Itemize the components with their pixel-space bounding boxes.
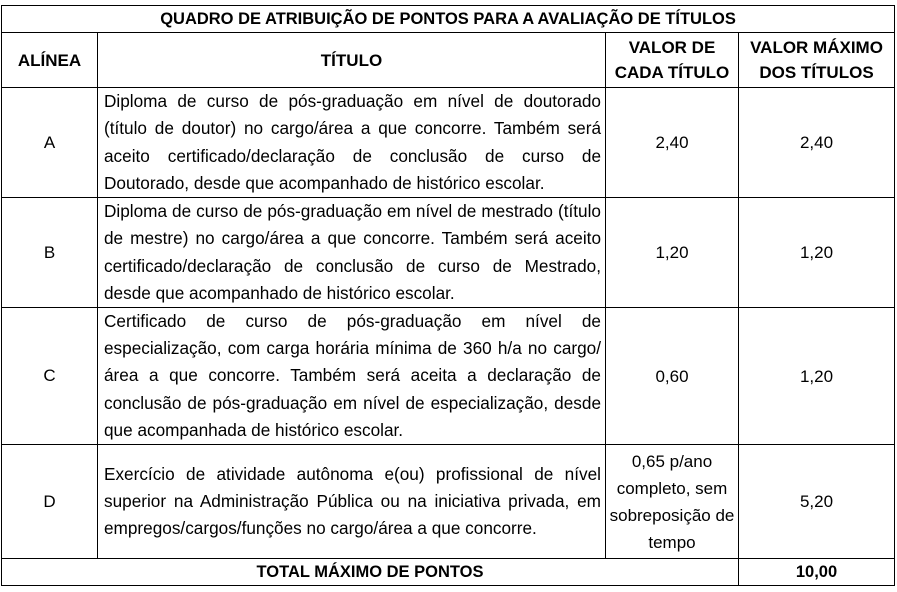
cell-valor-maximo: 2,40 <box>739 88 895 198</box>
table-row <box>2 445 895 559</box>
header-titulo: TÍTULO <box>98 33 606 88</box>
header-valor-cada: VALOR DE CADA TÍTULO <box>606 33 739 88</box>
table-title: QUADRO DE ATRIBUIÇÃO DE PONTOS PARA A AVALIAÇÃO DE TÍTULOS <box>2 6 895 33</box>
table-row <box>2 198 895 308</box>
cell-alinea: B <box>2 198 98 308</box>
cell-alinea: D <box>2 445 98 559</box>
cell-titulo: Diploma de curso de pós-graduação em nível de doutorado (título de doutor) no cargo/área a que concorre. Também será aceito certificado/declaração de conclusão de curso de Doutorado, desde que acompanhado de histórico escolar. <box>98 88 606 198</box>
header-alinea: ALÍNEA <box>2 33 98 88</box>
cell-valor-cada: 2,40 <box>606 88 739 198</box>
cell-alinea: A <box>2 88 98 198</box>
table-row <box>2 308 895 445</box>
cell-valor-cada: 0,60 <box>606 308 739 445</box>
cell-valor-maximo: 5,20 <box>739 445 895 559</box>
cell-titulo: Certificado de curso de pós-graduação em nível de especialização, com carga horária mínima de 360 h/a no cargo/área a que concorre. Também será aceita a declaração de conclusão de pós-graduação em nível de especialização, desde que acompanhada de histórico escolar. <box>98 308 606 445</box>
points-table <box>1 5 895 586</box>
cell-valor-maximo: 1,20 <box>739 308 895 445</box>
cell-valor-maximo: 1,20 <box>739 198 895 308</box>
total-row <box>2 559 895 586</box>
total-value: 10,00 <box>739 559 895 586</box>
table-row <box>2 88 895 198</box>
header-valor-maximo: VALOR MÁXIMO DOS TÍTULOS <box>739 33 895 88</box>
header-row <box>2 33 895 88</box>
cell-titulo: Diploma de curso de pós-graduação em nível de mestrado (título de mestre) no cargo/área a que concorre. Também será aceito certificado/declaração de conclusão de curso de Mestrado, desde que acompanhado de histórico escolar. <box>98 198 606 308</box>
cell-alinea: C <box>2 308 98 445</box>
total-label: TOTAL MÁXIMO DE PONTOS <box>2 559 739 586</box>
cell-valor-cada: 1,20 <box>606 198 739 308</box>
cell-valor-cada: 0,65 p/ano completo, sem sobreposição de tempo <box>606 445 739 559</box>
cell-titulo: Exercício de atividade autônoma e(ou) profissional de nível superior na Administração Pública ou na iniciativa privada, em empregos/cargos/funções no cargo/área a que concorre. <box>98 445 606 559</box>
